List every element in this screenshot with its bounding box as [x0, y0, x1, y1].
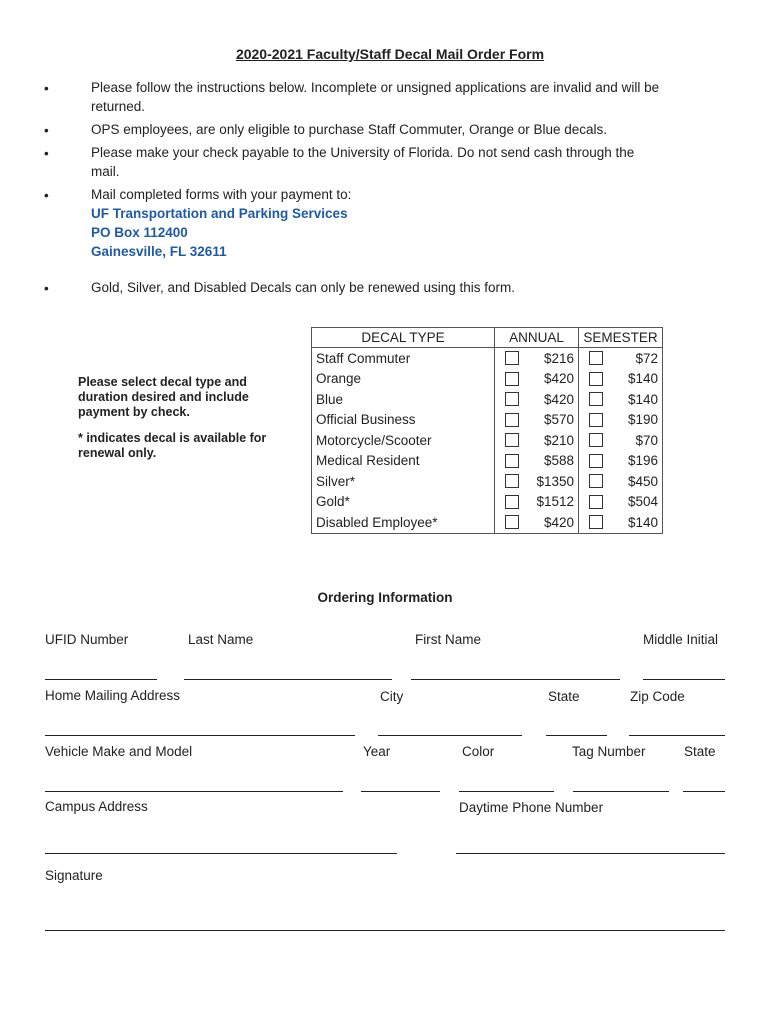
- decal-type: Medical Resident: [312, 451, 495, 472]
- annual-price: $420: [543, 514, 574, 530]
- table-row: [312, 410, 663, 431]
- header-semester: SEMESTER: [579, 328, 663, 348]
- first-name-field[interactable]: [411, 679, 620, 680]
- tag-state-label: State: [684, 744, 716, 759]
- semester-checkbox[interactable]: [589, 392, 603, 406]
- annual-price: $216: [543, 350, 574, 366]
- phone-field[interactable]: [456, 853, 725, 854]
- semester-checkbox[interactable]: [589, 351, 603, 365]
- table-row: [312, 471, 663, 492]
- middle-initial-label: Middle Initial: [643, 632, 719, 647]
- semester-checkbox[interactable]: [589, 495, 603, 509]
- instruction-2: OPS employees, are only eligible to purchase Staff Commuter, Orange or Blue decals.: [91, 122, 608, 137]
- semester-price: $196: [627, 453, 658, 469]
- bullet-dot: •: [44, 81, 49, 96]
- middle-initial-field[interactable]: [643, 679, 725, 680]
- ordering-information-heading: Ordering Information: [317, 590, 453, 605]
- decal-table: [311, 327, 663, 534]
- semester-price: $72: [635, 350, 658, 366]
- color-field[interactable]: [459, 791, 554, 792]
- year-label: Year: [363, 744, 391, 759]
- campus-address-field[interactable]: [45, 853, 397, 854]
- color-label: Color: [462, 744, 495, 759]
- annual-price: $570: [543, 412, 574, 428]
- annual-checkbox[interactable]: [505, 474, 519, 488]
- tag-number-field[interactable]: [573, 791, 669, 792]
- semester-checkbox[interactable]: [589, 413, 603, 427]
- first-name-label: First Name: [415, 632, 482, 647]
- annual-checkbox[interactable]: [505, 372, 519, 386]
- annual-price: $420: [543, 371, 574, 387]
- annual-checkbox[interactable]: [505, 392, 519, 406]
- semester-checkbox[interactable]: [589, 454, 603, 468]
- vehicle-field[interactable]: [45, 791, 343, 792]
- bullet-dot: •: [44, 281, 49, 296]
- semester-price: $140: [627, 514, 658, 530]
- tag-state-field[interactable]: [683, 791, 725, 792]
- annual-checkbox[interactable]: [505, 495, 519, 509]
- annual-price: $210: [543, 432, 574, 448]
- annual-checkbox[interactable]: [505, 454, 519, 468]
- city-field[interactable]: [378, 735, 522, 736]
- phone-label: Daytime Phone Number: [459, 800, 604, 815]
- annual-price: $1350: [536, 473, 574, 489]
- semester-price: $450: [627, 473, 658, 489]
- signature-field[interactable]: [45, 930, 725, 931]
- bullet-dot: •: [44, 123, 49, 138]
- ufid-label: UFID Number: [45, 632, 129, 647]
- bullet-dot: •: [44, 188, 49, 203]
- instruction-4: Mail completed forms with your payment to:: [91, 187, 352, 202]
- decal-type: Silver*: [312, 471, 495, 492]
- mail-address-line-3: Gainesville, FL 32611: [91, 244, 227, 259]
- header-decal-type: DECAL TYPE: [312, 328, 495, 348]
- semester-checkbox[interactable]: [589, 372, 603, 386]
- semester-price: $190: [627, 412, 658, 428]
- semester-checkbox[interactable]: [589, 515, 603, 529]
- decal-type: Orange: [312, 369, 495, 390]
- mail-address-line-1: UF Transportation and Parking Services: [91, 206, 348, 221]
- semester-price: $504: [627, 494, 658, 510]
- annual-price: $588: [543, 453, 574, 469]
- semester-price: $140: [627, 391, 658, 407]
- table-row: [312, 389, 663, 410]
- instruction-3: Please make your check payable to the University of Florida. Do not send cash through the mail.: [91, 145, 635, 179]
- decal-type: Official Business: [312, 410, 495, 431]
- decal-type: Gold*: [312, 492, 495, 513]
- year-field[interactable]: [361, 791, 440, 792]
- city-label: City: [380, 689, 404, 704]
- annual-checkbox[interactable]: [505, 515, 519, 529]
- semester-price: $140: [627, 371, 658, 387]
- table-row: [312, 348, 663, 369]
- semester-price: $70: [635, 432, 658, 448]
- annual-price: $1512: [536, 494, 574, 510]
- bullet-dot: •: [44, 146, 49, 161]
- zip-code-label: Zip Code: [630, 689, 685, 704]
- semester-checkbox[interactable]: [589, 474, 603, 488]
- decal-type: Disabled Employee*: [312, 512, 495, 533]
- table-row: [312, 430, 663, 451]
- annual-checkbox[interactable]: [505, 351, 519, 365]
- state-field[interactable]: [546, 735, 607, 736]
- home-address-field[interactable]: [45, 735, 355, 736]
- state-label: State: [548, 689, 580, 704]
- campus-address-label: Campus Address: [45, 799, 148, 814]
- table-row: [312, 369, 663, 390]
- last-name-field[interactable]: [184, 679, 392, 680]
- last-name-label: Last Name: [188, 632, 254, 647]
- decal-type: Staff Commuter: [312, 348, 495, 369]
- annual-price: $420: [543, 391, 574, 407]
- zip-code-field[interactable]: [629, 735, 725, 736]
- decal-type: Motorcycle/Scooter: [312, 430, 495, 451]
- renewal-note: * indicates decal is available for renewal only.: [78, 431, 267, 460]
- instruction-1: Please follow the instructions below. Incomplete or unsigned applications are invalid and will be returned.: [91, 80, 660, 114]
- instruction-5: Gold, Silver, and Disabled Decals can only be renewed using this form.: [91, 280, 515, 295]
- tag-number-label: Tag Number: [572, 744, 646, 759]
- ufid-field[interactable]: [45, 679, 157, 680]
- table-row: [312, 451, 663, 472]
- form-title: 2020-2021 Faculty/Staff Decal Mail Order Form: [235, 46, 545, 62]
- semester-checkbox[interactable]: [589, 433, 603, 447]
- select-instructions: Please select decal type and duration desired and include payment by check.: [78, 375, 249, 419]
- vehicle-label: Vehicle Make and Model: [45, 744, 193, 759]
- table-row: [312, 492, 663, 513]
- header-annual: ANNUAL: [495, 328, 579, 348]
- home-address-label: Home Mailing Address: [45, 688, 181, 703]
- decal-type: Blue: [312, 389, 495, 410]
- mail-address-line-2: PO Box 112400: [91, 225, 188, 240]
- annual-checkbox[interactable]: [505, 433, 519, 447]
- table-row: [312, 512, 663, 533]
- annual-checkbox[interactable]: [505, 413, 519, 427]
- signature-label: Signature: [45, 868, 103, 883]
